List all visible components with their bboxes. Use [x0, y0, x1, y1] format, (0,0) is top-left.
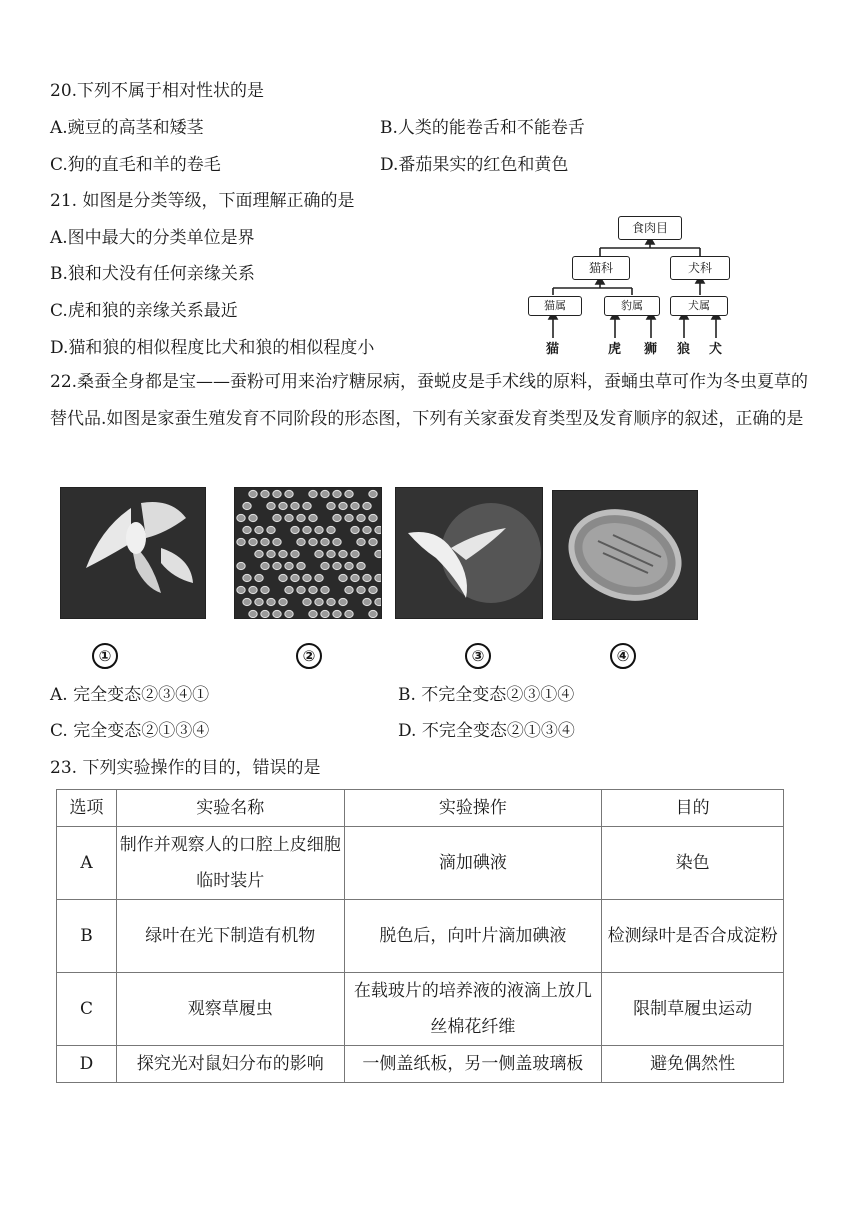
q20-option-d: D.番茄果实的红色和黄色 [380, 155, 569, 175]
q23-stem: 23. 下列实验操作的目的，错误的是 [50, 758, 321, 778]
q22-option-a: A. 完全变态②③④① [50, 685, 210, 705]
photo-eggs [234, 487, 382, 619]
table-cell: 检测绿叶是否合成淀粉 [602, 900, 784, 973]
family-box-dog: 犬科 [670, 256, 730, 280]
q22-stem: 22.桑蚕全身都是宝——蚕粉可用来治疗糖尿病，蚕蜕皮是手术线的原料，蚕蛹虫草可作为冬虫夏草的替代品.如图是家蚕生殖发育不同阶段的形态图，下列有关家蚕发育类型及发育顺序的叙述，正确的是 [50, 372, 809, 429]
table-cell: 染色 [602, 827, 784, 900]
photo-pupa [552, 490, 698, 620]
taxonomy-diagram [520, 210, 750, 360]
header-cell: 选项 [57, 790, 117, 827]
q21-option-d: D.猫和狼的相似程度比犬和狼的相似程度小 [50, 338, 375, 358]
stage-label: ④ [610, 643, 636, 669]
table-cell: B [57, 900, 117, 973]
q22-option-c: C. 完全变态②①③④ [50, 721, 210, 741]
table-cell: 脱色后，向叶片滴加碘液 [344, 900, 602, 973]
table-cell: D [57, 1046, 117, 1083]
table-cell: A [57, 827, 117, 900]
species-label: 犬 [709, 342, 723, 357]
q20-stem: 20.下列不属于相对性状的是 [50, 81, 265, 101]
q21-option-c: C.虎和狼的亲缘关系最近 [50, 301, 238, 321]
table-cell: 在载玻片的培养液的液滴上放几丝棉花纤维 [344, 973, 602, 1046]
table-cell: 避免偶然性 [602, 1046, 784, 1083]
table-cell: 滴加碘液 [344, 827, 602, 900]
photo-larva [395, 487, 543, 619]
photo-adult-moth [60, 487, 206, 619]
table-row [57, 900, 784, 973]
table-cell: 观察草履虫 [116, 973, 344, 1046]
q21-option-b: B.狼和犬没有任何亲缘关系 [50, 264, 255, 284]
species-label: 猫 [546, 342, 560, 357]
q22-option-d: D. 不完全变态②①③④ [398, 721, 575, 741]
q20-option-a: A.豌豆的高茎和矮茎 [50, 118, 204, 138]
species-label: 狮 [644, 342, 658, 357]
table-header-row [57, 790, 784, 827]
q20-option-b: B.人类的能卷舌和不能卷舌 [380, 118, 585, 138]
header-cell: 实验名称 [116, 790, 344, 827]
table-row [57, 1046, 784, 1083]
table-cell: 探究光对鼠妇分布的影响 [116, 1046, 344, 1083]
genus-box-cat: 猫属 [528, 296, 582, 316]
experiment-table [56, 789, 784, 1083]
q22-option-b: B. 不完全变态②③①④ [398, 685, 575, 705]
stage-label: ② [296, 643, 322, 669]
header-cell: 目的 [602, 790, 784, 827]
table-cell: 绿叶在光下制造有机物 [116, 900, 344, 973]
table-cell: 一侧盖纸板，另一侧盖玻璃板 [344, 1046, 602, 1083]
table-row [57, 973, 784, 1046]
order-box: 食肉目 [618, 216, 682, 240]
q21-stem: 21. 如图是分类等级，下面理解正确的是 [50, 191, 355, 211]
species-label: 虎 [608, 342, 622, 357]
q21-option-a: A.图中最大的分类单位是界 [50, 228, 255, 248]
table-cell: 限制草履虫运动 [602, 973, 784, 1046]
table-cell: C [57, 973, 117, 1046]
stage-label: ① [92, 643, 118, 669]
genus-box-canis: 犬属 [670, 296, 728, 316]
q20-option-c: C.狗的直毛和羊的卷毛 [50, 155, 221, 175]
genus-box-panthera: 豹属 [604, 296, 660, 316]
header-cell: 实验操作 [344, 790, 602, 827]
table-row [57, 827, 784, 900]
table-cell: 制作并观察人的口腔上皮细胞临时装片 [116, 827, 344, 900]
family-box-cat: 猫科 [572, 256, 630, 280]
stage-label: ③ [465, 643, 491, 669]
species-label: 狼 [677, 342, 691, 357]
